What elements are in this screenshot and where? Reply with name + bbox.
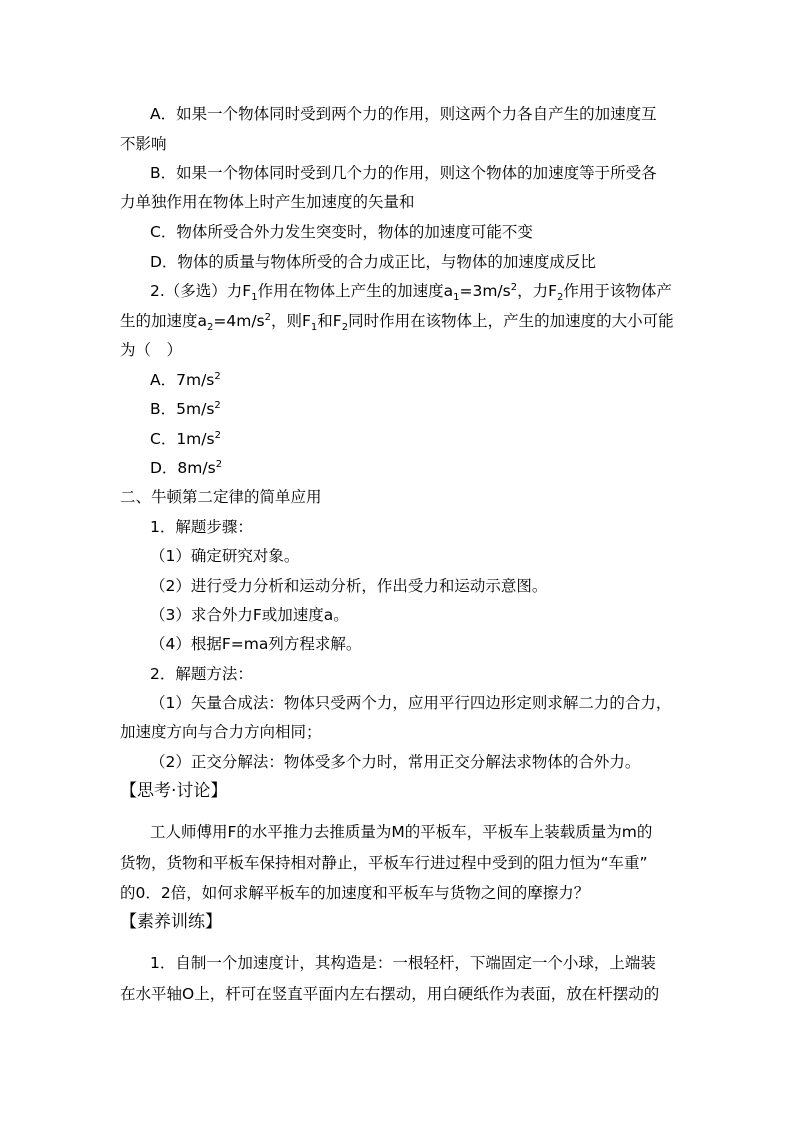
step-4: （4）根据F=ma列方程求解。	[150, 635, 362, 653]
subscript: 1	[310, 322, 318, 334]
q1-option-a-line1: A．如果一个物体同时受到两个力的作用，则这两个力各自产生的加速度互	[150, 105, 657, 123]
text-segment: 同时作用在该物体上，产生的加速度的大小可能	[348, 312, 674, 330]
discussion-line2: 货物，货物和平板车保持相对静止，平板车行进过程中受到的阻力恒为“车重”	[120, 854, 648, 872]
q2-option-b	[150, 399, 221, 419]
method-1-line2: 加速度方向与合力方向相同；	[120, 723, 322, 741]
q2-option-a	[150, 370, 221, 390]
text-segment: ，则F	[271, 312, 311, 330]
subscript: 1	[453, 292, 460, 304]
step-2: （2）进行受力分析和运动分析，作出受力和运动示意图。	[150, 577, 548, 595]
option-text: A．7m/s	[150, 371, 215, 389]
q2-stem-line1	[150, 281, 672, 304]
step-1: （1）确定研究对象。	[150, 547, 300, 565]
steps-title: 1．解题步骤：	[150, 518, 253, 536]
subscript: 2	[341, 322, 349, 334]
method-2: （2）正交分解法：物体受多个力时，常用正交分解法求物体的合外力。	[150, 753, 641, 771]
methods-title: 2．解题方法：	[150, 665, 253, 683]
text-segment: =4m/s	[213, 312, 265, 330]
superscript: 2	[214, 429, 221, 441]
discussion-line1: 工人师傅用F的水平推力去推质量为M的平板车，平板车上装载质量为m的	[150, 823, 653, 841]
text-segment: 生的加速度a	[120, 312, 207, 330]
subscript: 2	[207, 322, 214, 334]
text-segment: 作用于该物体产	[563, 282, 672, 300]
q2-stem-line2	[120, 311, 674, 334]
option-text: D．8m/s	[150, 459, 216, 477]
q1-option-d: D．物体的质量与物体所受的合力成正比，与物体的加速度成反比	[150, 253, 596, 271]
superscript: 2	[215, 458, 223, 470]
section2-title: 二、牛顿第二定律的简单应用	[120, 488, 322, 506]
subscript: 2	[557, 292, 564, 304]
q1-option-b-line2: 力单独作用在物体上时产生加速度的矢量和	[120, 193, 415, 211]
q1-option-a-line2: 不影响	[120, 135, 167, 153]
discussion-title: 【思考·讨论】	[120, 781, 228, 801]
training-title: 【素养训练】	[120, 912, 222, 932]
step-3: （3）求合外力F或加速度a。	[150, 606, 349, 624]
superscript: 2	[510, 281, 518, 293]
q2-option-d	[150, 458, 222, 478]
text-segment: 和F	[317, 312, 342, 330]
q1-option-b-line1: B．如果一个物体同时受到几个力的作用，则这个物体的加速度等于所受各	[150, 164, 657, 182]
discussion-line3: 的0．2倍，如何求解平板车的加速度和平板车与货物之间的摩擦力？	[120, 884, 590, 902]
superscript: 2	[214, 370, 221, 382]
option-text: C．1m/s	[150, 430, 215, 448]
training-line2: 在水平轴O上，杆可在竖直平面内左右摆动，用白硬纸作为表面，放在杆摆动的	[120, 985, 660, 1003]
subscript: 1	[251, 292, 258, 304]
text-segment: 作用在物体上产生的加速度a	[257, 282, 454, 300]
superscript: 2	[264, 311, 271, 323]
text-segment: =3m/s	[459, 282, 511, 300]
text-segment: ，力F	[517, 282, 558, 300]
q2-stem-line3: 为（ ）	[120, 341, 183, 359]
option-text: B．5m/s	[150, 400, 215, 418]
q1-option-c: C．物体所受合外力发生突变时，物体的加速度可能不变	[150, 223, 533, 241]
q2-option-c	[150, 429, 221, 449]
method-1-line1: （1）矢量合成法：物体只受两个力，应用平行四边形定则求解二力的合力，	[150, 694, 672, 712]
superscript: 2	[214, 399, 221, 411]
training-line1: 1．自制一个加速度计，其构造是：一根轻杆，下端固定一个小球，上端装	[150, 954, 656, 972]
text-segment: 2.（多选）力F	[150, 282, 252, 300]
